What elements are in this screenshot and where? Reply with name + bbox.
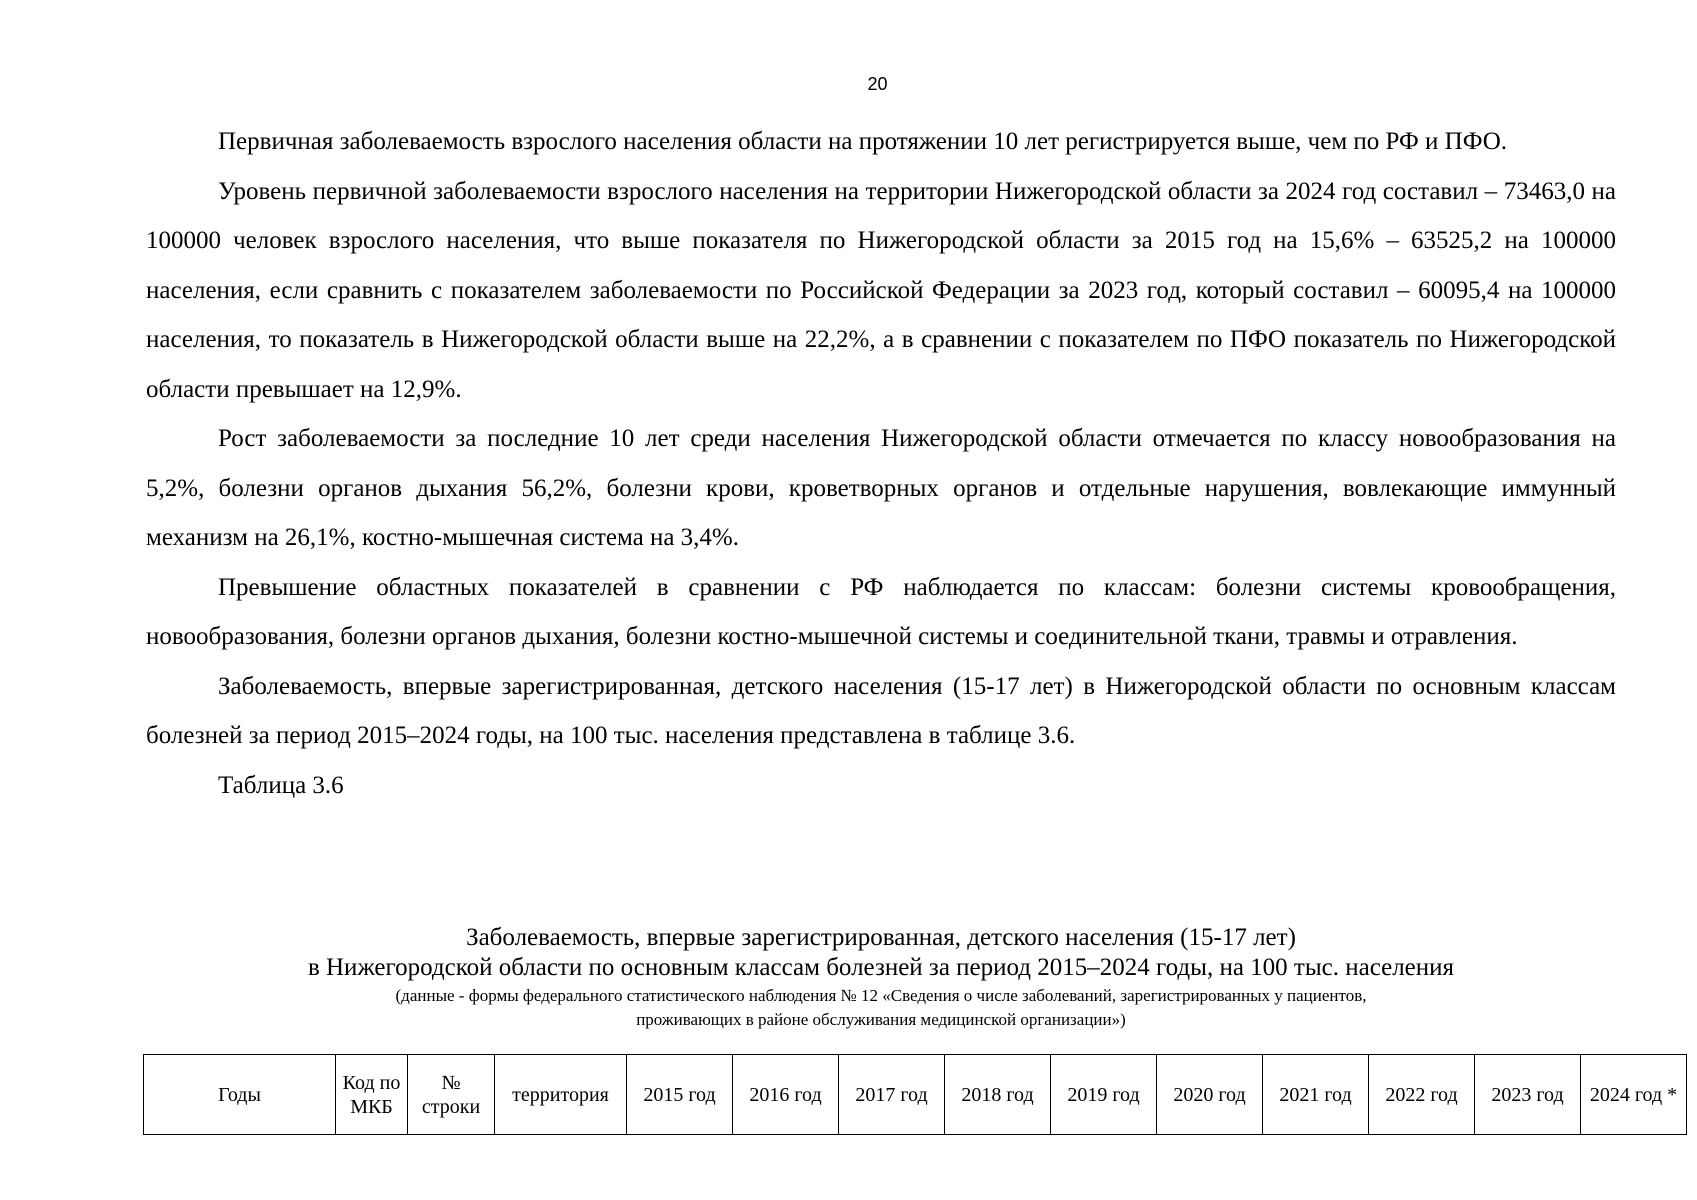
header-territory: территория (495, 1055, 627, 1135)
document-body (146, 117, 1616, 810)
header-year: 2017 год (839, 1055, 945, 1135)
paragraph: Рост заболеваемости за последние 10 лет среди населения Нижегородской области отмечается по классу новообразования на 5,2%, болезни органов дыхания 56,2%, болезни крови, кроветворных органов и отдельные нарушения, вовлекающие иммунный механизм на 26,1%, костно-мышечная система на 3,4%. (146, 425, 1616, 551)
header-year: 2015 год (627, 1055, 733, 1135)
caption-line: в Нижегородской области по основным классам болезней за период 2015–2024 годы, на 100 тыс. населения (307, 954, 1455, 981)
header-year: 2021 год (1263, 1055, 1369, 1135)
caption-source: проживающих в районе обслуживания медицинской организации») (636, 1010, 1126, 1029)
morbidity-table (143, 1054, 1687, 1135)
header-year: 2023 год (1475, 1055, 1581, 1135)
table-caption (146, 923, 1616, 1031)
header-row-number: № строки (408, 1055, 495, 1135)
page-number: 20 (867, 74, 888, 94)
header-year: 2024 год * (1581, 1055, 1687, 1135)
header-year: 2022 год (1369, 1055, 1475, 1135)
header-year: 2018 год (945, 1055, 1051, 1135)
header-year: 2019 год (1051, 1055, 1157, 1135)
header-years: Годы (144, 1055, 336, 1135)
paragraph: Уровень первичной заболеваемости взрослого населения на территории Нижегородской области за 2024 год составил – 73463,0 на 100000 человек взрослого населения, что выше показателя по Нижегородской области за 2015 год на 15,6% – 63525,2 на 100000 населения, если сравнить с показателем заболеваемости по Российской Федерации за 2023 год, который составил – 60095,4 на 100000 населения, то показатель в Нижегородской области выше на 22,2%, а в сравнении с показателем по ПФО показатель по Нижегородской области превышает на 12,9%. (146, 177, 1616, 403)
header-year: 2016 год (733, 1055, 839, 1135)
table-header-row (144, 1055, 1687, 1135)
paragraph: Превышение областных показателей в сравнении с РФ наблюдается по классам: болезни системы кровообращения, новообразования, болезни органов дыхания, болезни костно-мышечной системы и соединительной ткани, травмы и отравления. (146, 573, 1616, 650)
caption-source: (данные - формы федерального статистического наблюдения № 12 «Сведения о числе заболеваний, зарегистрированных у пациентов, (395, 986, 1367, 1005)
header-icd-code: Код по МКБ (336, 1055, 408, 1135)
paragraph: Заболеваемость, впервые зарегистрированная, детского населения (15-17 лет) в Нижегородской области по основным классам болезней за период 2015–2024 годы, на 100 тыс. населения представлена в таблице 3.6. (146, 672, 1616, 749)
header-year: 2020 год (1157, 1055, 1263, 1135)
caption-line: Заболеваемость, впервые зарегистрированная, детского населения (15-17 лет) (466, 924, 1296, 951)
table-reference: Таблица 3.6 (218, 771, 344, 799)
paragraph: Первичная заболеваемость взрослого населения области на протяжении 10 лет регистрируется выше, чем по РФ и ПФО. (218, 128, 1508, 155)
